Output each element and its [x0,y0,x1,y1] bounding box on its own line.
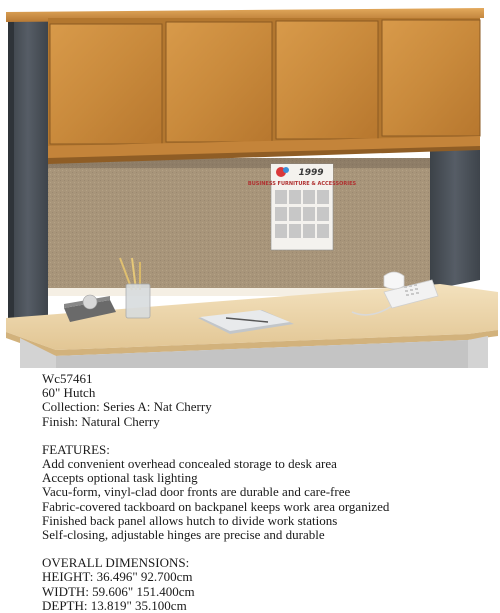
dimension-width: WIDTH: 59.606" 151.400cm [42,583,195,599]
calendar-year: 1999 [298,168,324,178]
cabinet-door-3 [276,21,378,139]
feature-item: Fabric-covered tackboard on backpanel keeps work area organized [42,498,390,514]
feature-item: Add convenient overhead concealed storage to desk area [42,456,337,472]
dimensions-heading: OVERALL DIMENSIONS: [42,555,190,571]
features-heading: FEATURES: [42,441,110,457]
product-description [42,372,482,613]
cabinet-door-1 [50,24,162,144]
dimension-height: HEIGHT: 36.496" 92.700cm [42,569,193,585]
cabinet-door-2 [166,22,272,142]
calendar-header: BUSINESS FURNITURE & ACCESSORIES [247,181,357,187]
product-name: 60" Hutch [42,385,96,401]
product-finish: Finish: Natural Cherry [42,413,160,429]
dimension-depth: DEPTH: 13.819" 35.100cm [42,597,187,613]
product-sku: Wc57461 [42,371,93,386]
cabinet-door-4 [382,20,480,136]
product-collection: Collection: Series A: Nat Cherry [42,399,212,415]
tackboard-panel [48,158,432,290]
right-side-panel [430,136,480,290]
feature-item: Accepts optional task lighting [42,470,198,486]
feature-item: Self-closing, adjustable hinges are precise and durable [42,527,325,543]
feature-item: Finished back panel allows hutch to divide work stations [42,512,338,528]
feature-item: Vacu-form, vinyl-clad door fronts are durable and care-free [42,484,351,500]
